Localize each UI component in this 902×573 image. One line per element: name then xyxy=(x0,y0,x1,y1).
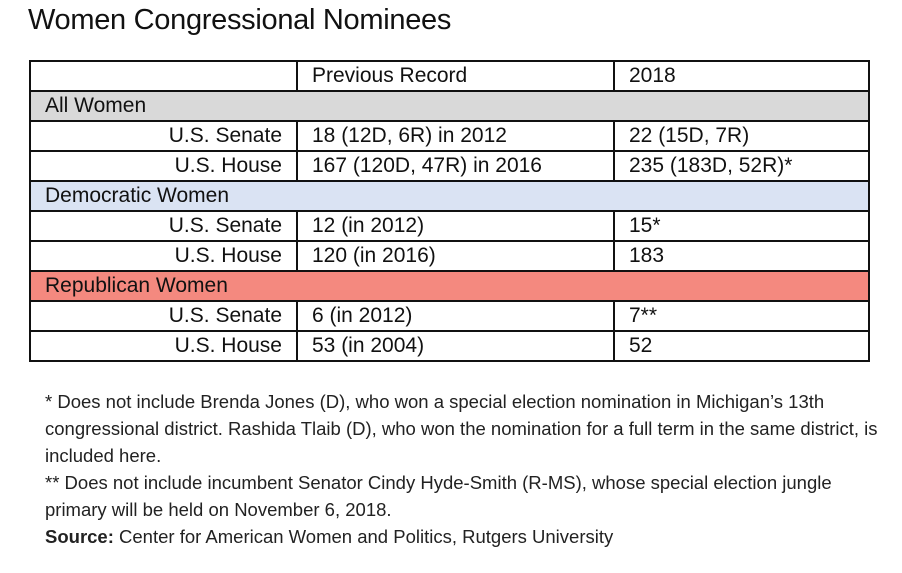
table-row xyxy=(30,331,869,361)
row-label: U.S. Senate xyxy=(30,301,297,331)
header-cell-previous-record: Previous Record xyxy=(297,61,614,91)
footnote-double-asterisk: ** Does not include incumbent Senator Cindy Hyde-Smith (R-MS), whose special election jungle primary will be held on November 6, 2018. xyxy=(45,472,832,520)
previous-record-cell: 6 (in 2012) xyxy=(297,301,614,331)
current-2018-cell: 22 (15D, 7R) xyxy=(614,121,869,151)
table-row xyxy=(30,211,869,241)
source-line xyxy=(45,523,885,550)
footnotes xyxy=(45,388,885,550)
header-cell-empty xyxy=(30,61,297,91)
current-2018-cell: 235 (183D, 52R)* xyxy=(614,151,869,181)
section-label: Republican Women xyxy=(30,271,869,301)
current-2018-cell: 52 xyxy=(614,331,869,361)
section-label: All Women xyxy=(30,91,869,121)
previous-record-cell: 18 (12D, 6R) in 2012 xyxy=(297,121,614,151)
previous-record-cell: 12 (in 2012) xyxy=(297,211,614,241)
current-2018-cell: 15* xyxy=(614,211,869,241)
previous-record-cell: 167 (120D, 47R) in 2016 xyxy=(297,151,614,181)
row-label: U.S. House xyxy=(30,331,297,361)
section-row-republican-women xyxy=(30,271,869,301)
footnote-single-asterisk: * Does not include Brenda Jones (D), who won a special election nomination in Michigan’s 13th congressional district. Rashida Tlaib (D), who won the nomination for a full term in the same district, is included here. xyxy=(45,391,878,466)
section-label: Democratic Women xyxy=(30,181,869,211)
section-row-all-women xyxy=(30,91,869,121)
row-label: U.S. Senate xyxy=(30,121,297,151)
previous-record-cell: 53 (in 2004) xyxy=(297,331,614,361)
current-2018-cell: 7** xyxy=(614,301,869,331)
source-label: Source: xyxy=(45,526,114,547)
table-row xyxy=(30,241,869,271)
page-title: Women Congressional Nominees xyxy=(28,4,452,36)
table-row xyxy=(30,301,869,331)
header-cell-2018: 2018 xyxy=(614,61,869,91)
table-row xyxy=(30,121,869,151)
row-label: U.S. House xyxy=(30,241,297,271)
current-2018-cell: 183 xyxy=(614,241,869,271)
source-text: Center for American Women and Politics, Rutgers University xyxy=(113,526,614,547)
previous-record-cell: 120 (in 2016) xyxy=(297,241,614,271)
row-label: U.S. House xyxy=(30,151,297,181)
table-row xyxy=(30,151,869,181)
table-header-row xyxy=(30,61,869,91)
section-row-democratic-women xyxy=(30,181,869,211)
nominees-table xyxy=(29,60,870,362)
row-label: U.S. Senate xyxy=(30,211,297,241)
